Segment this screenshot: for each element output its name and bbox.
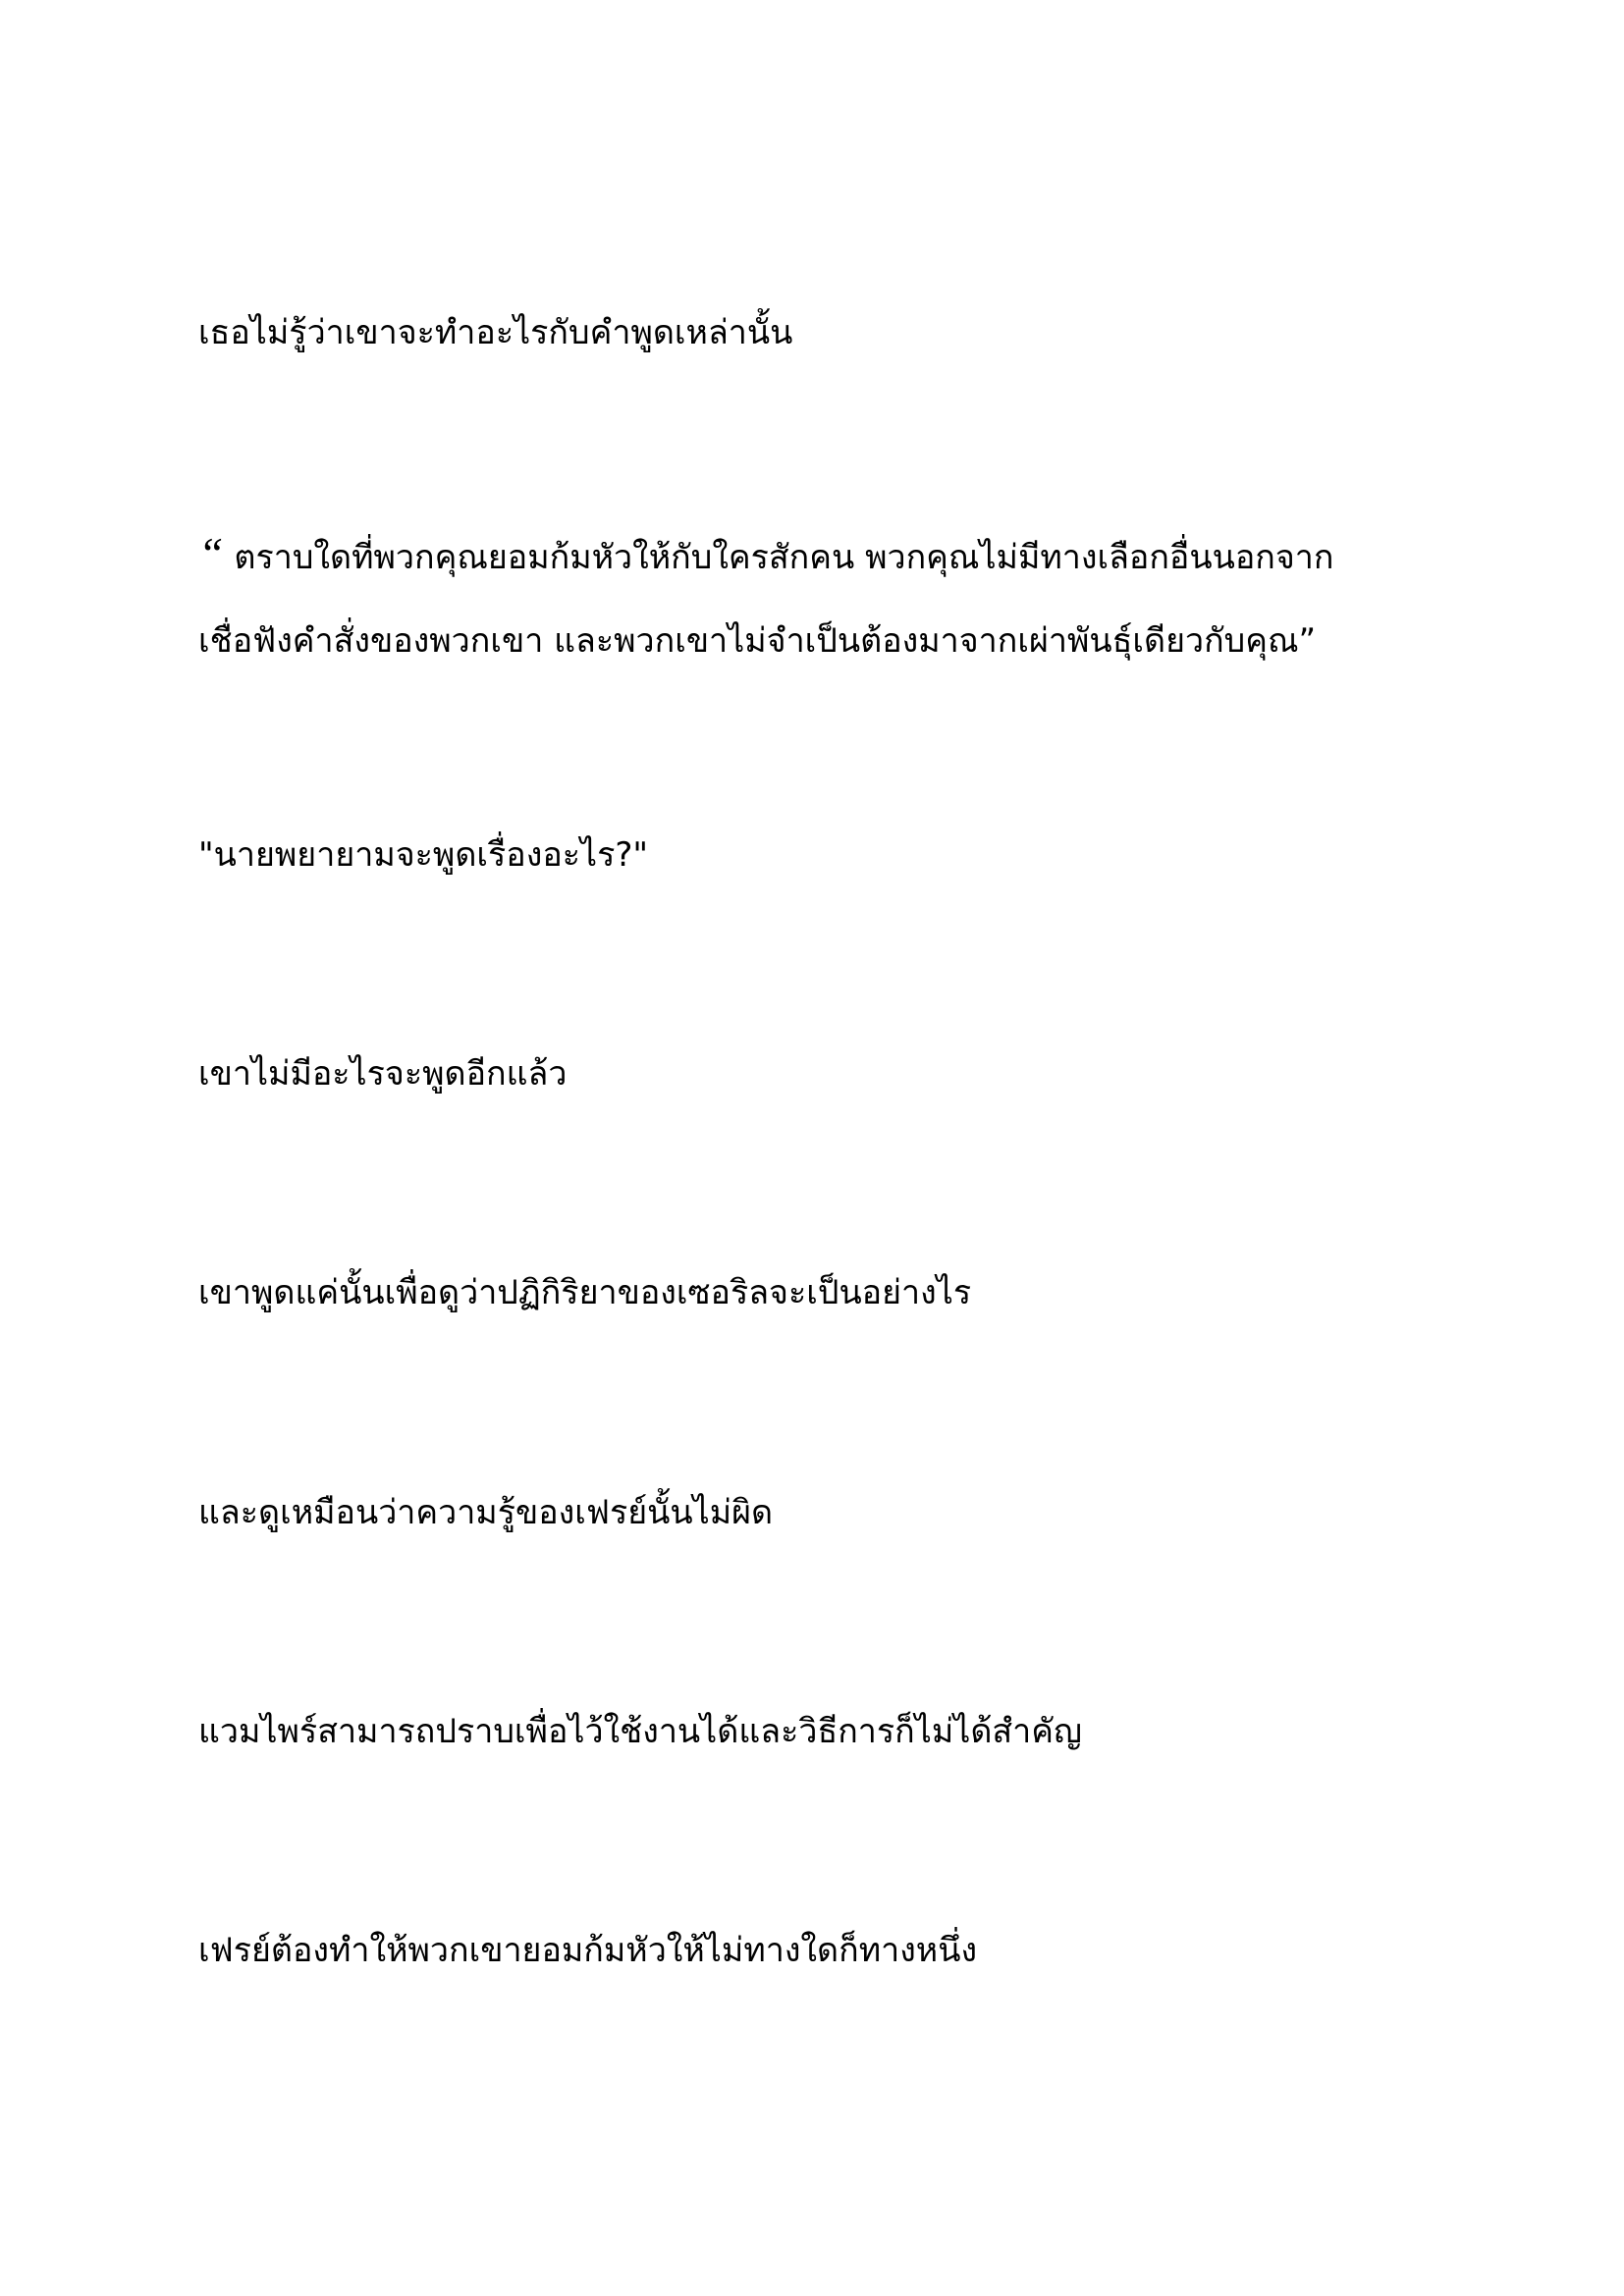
paragraph-5-text: เขาพูดแค่นั้นเพื่อดูว่าปฏิกิริยาของเซอริลจะเป็นอย่างไร <box>198 1273 972 1312</box>
paragraph-6 <box>198 1476 1475 1549</box>
paragraph-2-line-1 <box>198 517 1475 594</box>
paragraph-1-text: เธอไม่รู้ว่าเขาจะทำอะไรกับคำพูดเหล่านั้น <box>198 313 793 352</box>
opening-quote-mark: “ <box>198 528 224 578</box>
paragraph-7 <box>198 1695 1475 1768</box>
paragraph-4 <box>198 1038 1475 1110</box>
paragraph-5 <box>198 1256 1475 1329</box>
paragraph-2-line-2-text: เชื่อฟังคำสั่งของพวกเขา และพวกเขาไม่จำเป็นต้องมาจากเผ่าพันธุ์เดียวกับคุณ” <box>198 621 1317 661</box>
paragraph-2-line-2 <box>198 605 1475 677</box>
paragraph-1 <box>198 296 1475 369</box>
paragraph-8 <box>198 1914 1475 1987</box>
paragraph-8-text: เฟรย์ต้องทำให้พวกเขายอมก้มหัวให้ไม่ทางใดก็ทางหนึ่ง <box>198 1931 978 1970</box>
paragraph-3 <box>198 819 1475 891</box>
paragraph-6-text: และดูเหมือนว่าความรู้ของเฟรย์นั้นไม่ผิด <box>198 1493 774 1532</box>
paragraph-2-line-1-text: ตราบใดที่พวกคุณยอมก้มหัวให้กับใครสักคน พวกคุณไม่มีทางเลือกอื่นนอกจาก <box>223 538 1334 577</box>
paragraph-7-text: แวมไพร์สามารถปราบเพื่อไว้ใช้งานได้และวิธีการก็ไม่ได้สำคัญ <box>198 1712 1082 1751</box>
paragraph-4-text: เขาไม่มีอะไรจะพูดอีกแล้ว <box>198 1054 568 1094</box>
paragraph-3-text: "นายพยายามจะพูดเรื่องอะไร?" <box>198 835 649 875</box>
